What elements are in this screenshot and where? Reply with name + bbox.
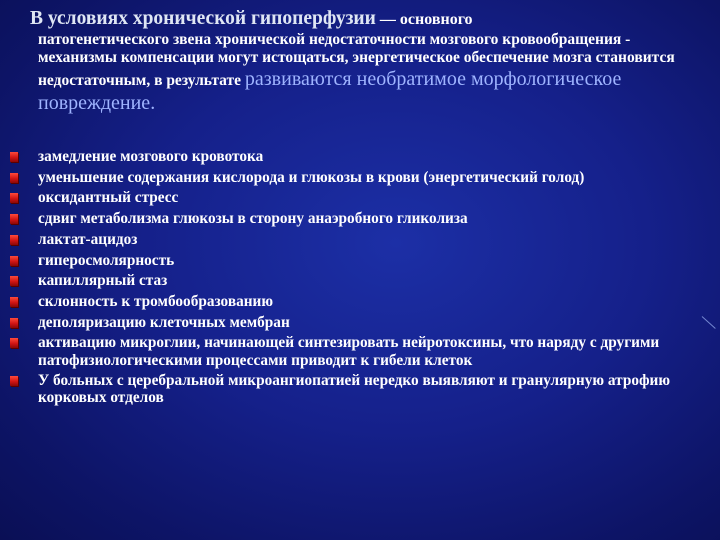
bullet-icon	[10, 297, 18, 307]
intro-end: .	[150, 91, 156, 114]
bullet-icon	[10, 214, 18, 224]
bullet-text: лактат-ацидоз	[38, 230, 138, 248]
list-item	[0, 210, 720, 227]
bullet-icon	[10, 256, 18, 266]
list-item	[0, 169, 720, 186]
bullet-text: сдвиг метаболизма глюкозы в сторону анаэробного гликолиза	[38, 210, 468, 228]
bullet-text: оксидантный стресс	[38, 189, 179, 207]
bullet-icon	[10, 276, 18, 286]
bullet-list	[0, 148, 720, 410]
list-item	[0, 148, 720, 165]
bullet-icon	[10, 338, 18, 348]
bullet-text: У больных с церебральной микроангиопатией нередко выявляют и гранулярную атрофию корковых отделов	[38, 372, 671, 407]
bullet-icon	[10, 152, 18, 162]
bullet-text: уменьшение содержания кислорода и глюкозы в крови (энергетический голод)	[38, 168, 585, 186]
intro-lead: В условиях хронической гипоперфузии	[30, 8, 376, 29]
intro-line2: патогенетического звена хронической недостаточности мозгового кровообращения - механизмы компенсации могут истощаться, энергетическое обеспечение мозга становится недостаточным, в результате	[38, 31, 675, 89]
bullet-icon	[10, 193, 18, 203]
list-item	[0, 272, 720, 289]
bullet-icon	[10, 235, 18, 245]
list-item	[0, 372, 720, 406]
list-item	[0, 252, 720, 269]
intro-body	[30, 31, 690, 115]
list-item	[0, 334, 720, 368]
bullet-text: активацию микроглии, начинающей синтезировать нейротоксины, что наряду с другими патофизиологическими процессами приводит к гибели клеток	[38, 334, 660, 369]
bullet-text: гиперосмолярность	[38, 251, 175, 269]
intro-highlight: развиваются необратимое морфологическое повреждение	[38, 67, 622, 114]
list-item	[0, 293, 720, 310]
intro-paragraph	[30, 8, 690, 116]
bullet-icon	[10, 318, 18, 328]
list-item	[0, 314, 720, 331]
bullet-text: деполяризацию клеточных мембран	[38, 313, 290, 331]
bullet-text: капиллярный стаз	[38, 272, 168, 290]
bullet-text: замедление мозгового кровотока	[38, 148, 264, 165]
intro-tail: — основного	[375, 11, 473, 28]
bullet-icon	[10, 376, 18, 386]
bullet-icon	[10, 173, 18, 183]
bullet-text: склонность к тромбообразованию	[38, 293, 274, 311]
list-item	[0, 231, 720, 248]
intro-first-line	[30, 8, 690, 29]
list-item	[0, 189, 720, 206]
